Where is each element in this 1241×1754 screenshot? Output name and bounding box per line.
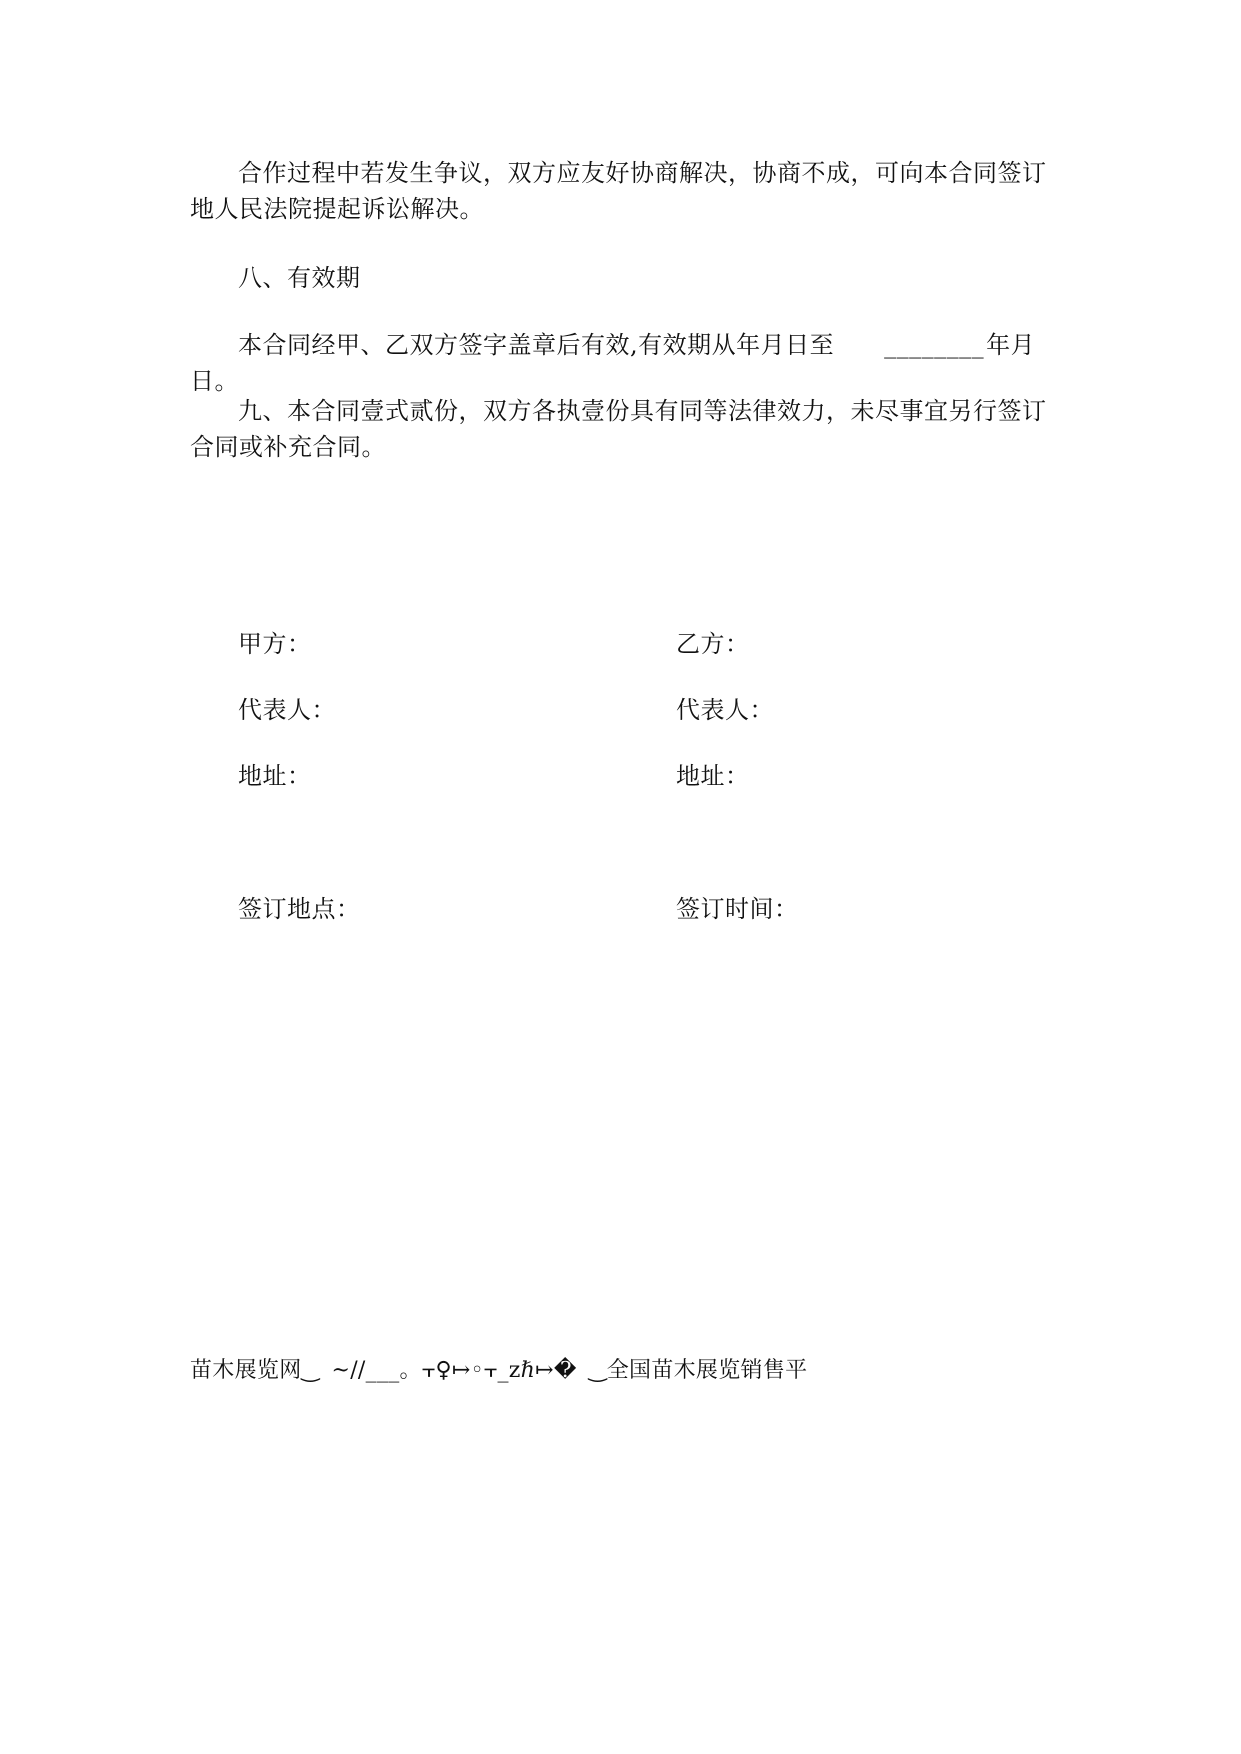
signing-time-label: 签订时间： bbox=[676, 895, 799, 923]
party-a-representative-label: 代表人： bbox=[238, 696, 336, 724]
party-b-address-label: 地址： bbox=[676, 762, 750, 790]
party-b-label: 乙方： bbox=[676, 630, 750, 658]
validity-text-suffix: 年月日。 bbox=[190, 331, 1036, 395]
signing-place-label: 签订地点： bbox=[238, 895, 361, 923]
validity-text-prefix: 本合同经甲、乙双方签字盖章后有效,有效期从年月日至 bbox=[238, 331, 835, 359]
dispute-resolution-paragraph: 合作过程中若发生争议，双方应友好协商解决，协商不成，可向本合同签订地人民法院提起诉讼解决。 bbox=[190, 159, 1047, 223]
footer-tagline: ‿全国苗木展览销售平 bbox=[588, 1358, 808, 1383]
copies-paragraph: 九、本合同壹式贰份，双方各执壹份具有同等法律效力，未尽事宜另行签订合同或补充合同。 bbox=[190, 397, 1047, 461]
party-a-address-label: 地址： bbox=[238, 762, 312, 790]
footer-garbled-text: ~//___。⫟♀↦◦⫟_zℏ↦� bbox=[331, 1358, 577, 1383]
validity-heading: 八、有效期 bbox=[238, 264, 361, 292]
validity-paragraph bbox=[190, 327, 1058, 399]
footer-site-name: 苗木展览网‿ bbox=[190, 1358, 320, 1383]
party-a-label: 甲方： bbox=[238, 630, 312, 658]
date-blank-line: ________ bbox=[884, 331, 985, 359]
page-footer bbox=[190, 1355, 807, 1387]
party-b-representative-label: 代表人： bbox=[676, 696, 774, 724]
